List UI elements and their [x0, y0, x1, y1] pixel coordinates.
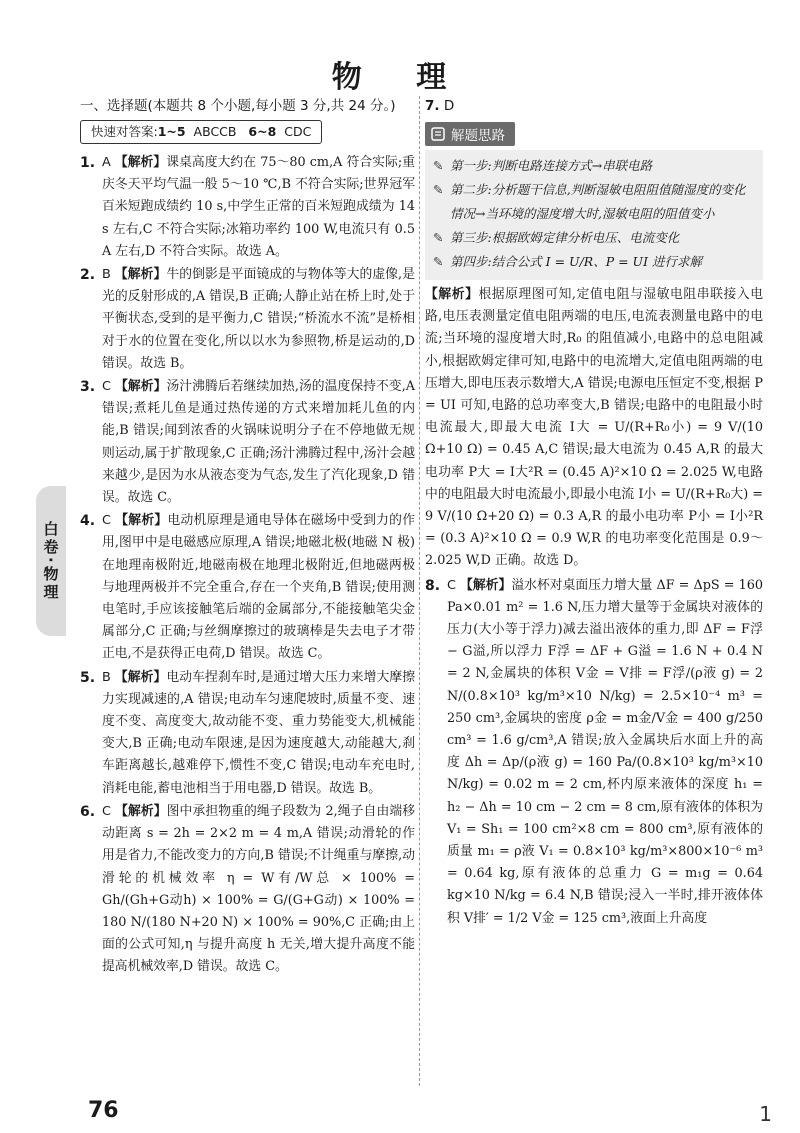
page-title: 物 理	[331, 60, 469, 95]
solution-step-text: 第二步:分析题干信息,判断湿敏电阻阻值随湿度的变化情况→当环境的湿度增大时,湿敏电阻的阻值变小	[450, 182, 746, 221]
question-number: 1.	[80, 155, 96, 171]
pencil-icon: ✎	[433, 254, 444, 269]
question-7-analysis	[425, 284, 763, 573]
solution-approach-title: 解题思路	[451, 128, 505, 144]
question-answer: C	[447, 577, 456, 593]
solution-step	[433, 154, 755, 178]
analysis-tag: 【解析】	[115, 379, 167, 395]
question-item	[80, 264, 415, 375]
solution-step-text: 第一步:判断电路连接方式→串联电路	[450, 158, 653, 173]
analysis-tag: 【解析】	[115, 803, 167, 819]
corner-page-number: 1	[759, 1102, 772, 1126]
solution-step-text: 第四步:结合公式 I = U/R、P = UI 进行求解	[450, 254, 702, 269]
column-divider	[419, 96, 420, 1086]
pencil-icon: ✎	[433, 230, 444, 245]
quick-answers-1: ABCCB	[193, 124, 237, 139]
section-title: 一、选择题(本题共 8 个小题,每小题 3 分,共 24 分。)	[80, 98, 396, 114]
analysis-text: 图中承担物重的绳子段数为 2,绳子自由端移动距离 s = 2h = 2×2 m = 4 m,A 错误;动滑轮的作用是省力,不能改变力的方向,B 错误;不计绳重与摩擦,动滑轮的机械效率 η = W有/W总 × 100% = Gh/(Gh+G动h) × 100% = G/(G+G动) × 100% = 180 N/(180 N+20 N) × 100% = 90%,C 正确;由上面的公式可知,η 与提升高度 h 无关,增大提升高度不能提高机械效率,D 错误。故选 C。	[102, 803, 416, 975]
question-number: 3.	[80, 379, 96, 396]
solution-step	[433, 226, 755, 250]
analysis-tag: 【解析】	[114, 267, 167, 283]
question-number: 7.	[425, 98, 440, 114]
question-7-header	[425, 96, 763, 116]
solution-approach-header	[425, 122, 515, 146]
analysis-text: 根据原理图可知,定值电阻与湿敏电阻串联接入电路,电压表测量定值电阻两端的电压,电流表测量电路中的电流;当环境的湿度增大时,R₀ 的阻值减小,电路中的总电阻减小,根据欧姆定律可知,电路中的电流增大,定值电阻两端的电压增大,即电压表示数增大,A 错误;电源电压恒定不变,根据 P = UI 可知,电路的总功率变大,B 错误;电路中的电阻最小时电流最大,即最大电流 I大 = U/(R+R₀小) = 9 V/(10 Ω+10 Ω) = 0.45 A,C 错误;最大电流为 0.45 A,R 的最大电功率 P大 = I大²R = (0.45 A)²×10 Ω = 2.025 W,电路中的电阻最大时电流最小,即最小电流 I小 = U/(R+R₀大) = 9 V/(10 Ω+20 Ω) = 0.3 A,R 的最小电功率 P小 = I小²R = (0.3 A)²×10 Ω = 0.9 W,R 的电功率变化范围是 0.9～2.025 W,D 正确。故选 D。	[425, 287, 763, 569]
analysis-text: 课桌高度大约在 75～80 cm,A 符合实际;重庆冬天平均气温一般 5～10 ℃,B 不符合实际;世界冠军百米短跑成绩约 10 s,中学生正常的百米短跑成绩为 14 s 左右,C 不符合实际;冰箱功率约 100 W,电流只有 0.5 A 左右,D 不符合实际。故选 A。	[102, 155, 415, 259]
quick-answer-box	[80, 120, 322, 144]
question-number: 5.	[80, 669, 96, 686]
question-number: 2.	[80, 267, 96, 284]
side-tab-label: 白卷·物理	[41, 520, 60, 602]
question-item	[425, 575, 763, 930]
question-answer: C	[102, 379, 111, 395]
quick-range-2: 6~8	[248, 124, 277, 139]
side-tab	[36, 486, 66, 636]
analysis-text: 电动机原理是通电导体在磁场中受到力的作用,图甲中是电磁感应原理,A 错误;地磁北极(地磁 N 极)在地理南极附近,地磁南极在地理北极附近,但地磁两极与地理两极并不完全重合,存在一个夹角,B 错误;使用测电笔时,手应该接触笔后端的金属部分,不能接触笔尖金属部分,C 正确;与丝绸摩擦过的玻璃棒是失去电子才带正电,不是获得正电荷,D 错误。故选 C。	[102, 513, 416, 662]
analysis-tag: 【解析】	[114, 669, 167, 685]
analysis-tag: 【解析】	[114, 155, 167, 170]
solution-steps	[425, 150, 763, 280]
pencil-icon: ✎	[433, 182, 444, 197]
quick-label: 快速对答案:	[91, 124, 158, 139]
question-answer: A	[102, 155, 111, 170]
solution-step-text: 第三步:根据欧姆定律分析电压、电流变化	[450, 230, 680, 245]
question-number: 4.	[80, 513, 96, 530]
question-answer: C	[102, 803, 111, 819]
analysis-text: 汤汁沸腾后若继续加热,汤的温度保持不变,A 错误;煮耗儿鱼是通过热传递的方式来增加耗儿鱼的内能,B 错误;闻到浓香的火锅味说明分子在不停地做无规则运动,属于扩散现象,C 正确;汤汁沸腾过程中,汤汁会越来越少,是因为水从液态变为气态,发生了汽化现象,D 错误。故选 C。	[102, 379, 415, 506]
right-column	[425, 96, 763, 931]
question-answer: B	[102, 669, 111, 685]
pencil-icon: ✎	[433, 158, 444, 173]
question-answer: B	[102, 267, 111, 283]
question-number: 8.	[425, 577, 441, 594]
analysis-tag: 【解析】	[425, 287, 479, 302]
analysis-text: 电动车捏刹车时,是通过增大压力来增大摩擦力实现减速的,A 错误;电动车匀速爬坡时,质量不变、速度不变、高度变大,故动能不变、重力势能变大,机械能变大,B 正确;电动车限速,是因为速度越大,动能越大,刹车距离越长,越难停下,惯性不变,C 错误;电动车充电时,消耗电能,蓄电池相当于用电器,D 错误。故选 B。	[102, 669, 415, 796]
left-column	[80, 96, 415, 980]
question-item	[80, 376, 415, 509]
book-icon	[431, 127, 445, 141]
question-item	[80, 510, 415, 665]
question-answer: D	[443, 98, 455, 114]
analysis-text: 溢水杯对桌面压力增大量 ΔF = ΔpS = 160 Pa×0.01 m² = 1.6 N,压力增大量等于金属块对液体的压力(大小等于浮力)减去溢出液体的重力,即 ΔF = F浮 − G溢,所以浮力 F浮 = ΔF + G溢 = 1.6 N + 0.4 N = 2 N,金属块的体积 V金 = V排 = F浮/(ρ液 g) = 2 N/(0.8×10³ kg/m³×10 N/kg) = 2.5×10⁻⁴ m³ = 250 cm³,金属块的密度 ρ金 = m金/V金 = 400 g/250 cm³ = 1.6 g/cm³,A 错误;放入金属块后水面上升的高度 Δh = Δp/(ρ液 g) = 160 Pa/(0.8×10³ kg/m³×10 N/kg) = 0.02 m = 2 cm,杯内原来液体的深度 h₁ = h₂ − Δh = 10 cm − 2 cm = 8 cm,原有液体的体积为 V₁ = Sh₁ = 100 cm²×8 cm = 800 cm³,原有液体的质量 m₁ = ρ液 V₁ = 0.8×10³ kg/m³×800×10⁻⁶ m³ = 0.64 kg,原有液体的总重力 G = m₁g = 0.64 kg×10 N/kg = 6.4 N,B 错误;浸入一半时,排开液体体积 V排′ = 1/2 V金 = 125 cm³,液面上升高度	[447, 577, 764, 926]
question-number: 6.	[80, 803, 96, 820]
page-number: 76	[88, 1098, 119, 1123]
question-item	[80, 152, 415, 263]
quick-range-1: 1~5	[157, 124, 186, 139]
analysis-tag: 【解析】	[115, 513, 168, 529]
question-item	[80, 667, 415, 800]
analysis-text: 牛的倒影是平面镜成的与物体等大的虚像,是光的反射形成的,A 错误,B 正确;人静止站在桥上时,处于平衡状态,受到的是平衡力,C 错误;“桥流水不流”是桥相对于水的位置在变化,所以以水为参照物,桥是运动的,D 错误。故选 B。	[102, 267, 415, 371]
question-item	[80, 801, 415, 979]
solution-step	[433, 250, 755, 274]
quick-answers-2: CDC	[284, 124, 312, 139]
solution-step	[433, 178, 755, 226]
question-answer: C	[102, 513, 111, 529]
analysis-tag: 【解析】	[460, 577, 512, 593]
